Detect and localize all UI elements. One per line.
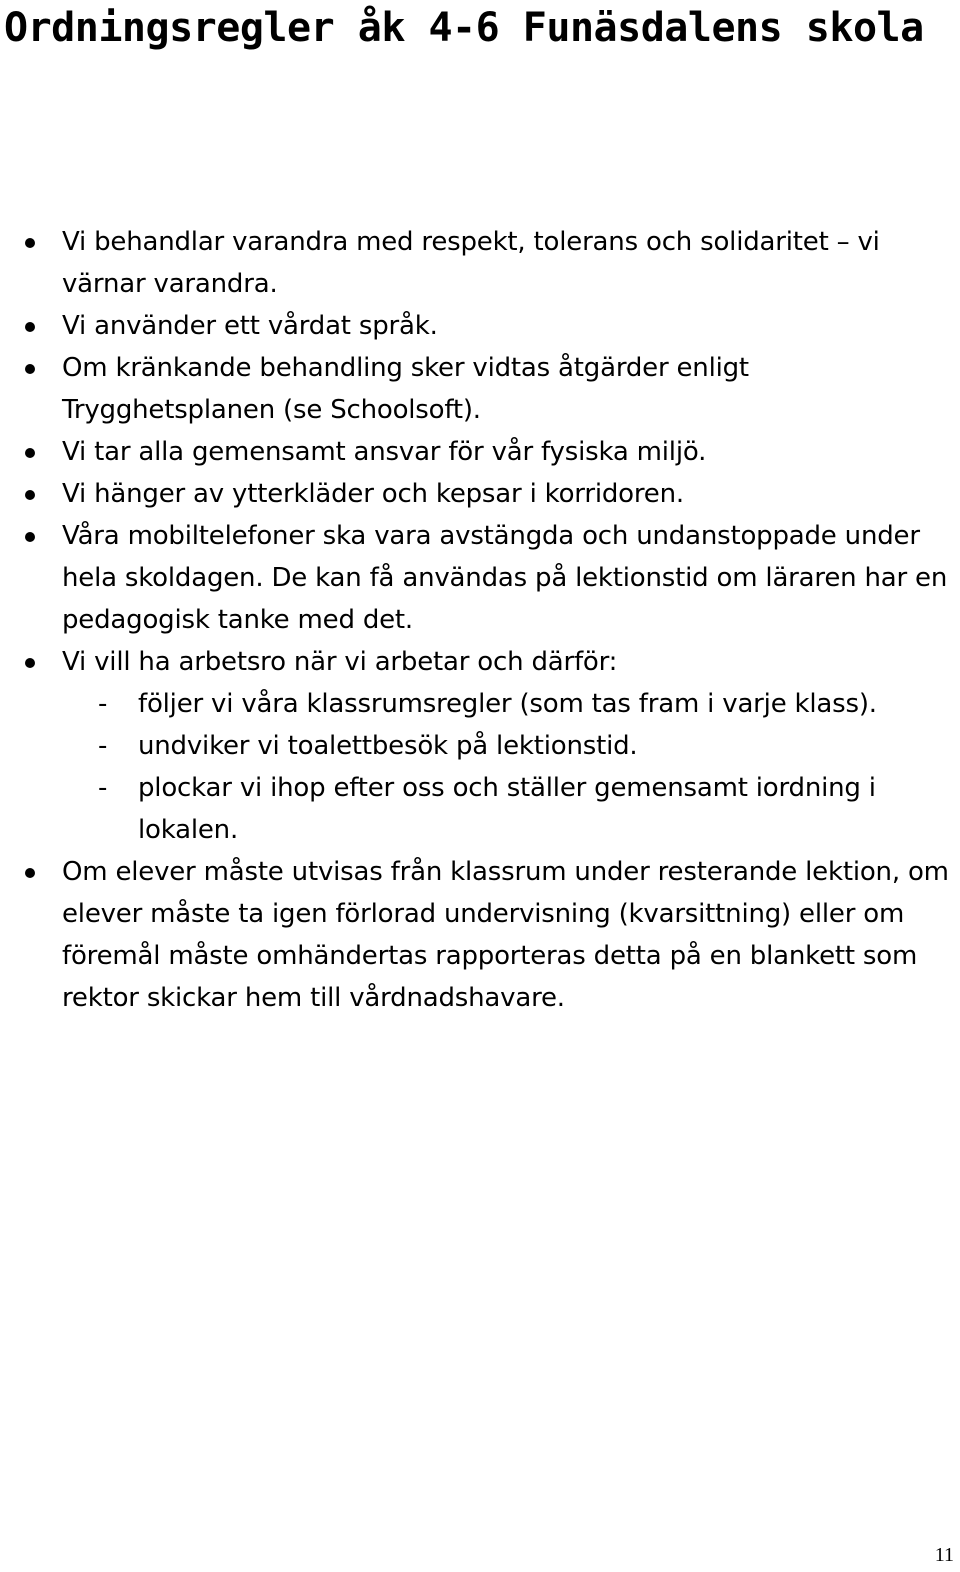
list-item [0, 851, 960, 1019]
page-number: 11 [934, 1544, 954, 1566]
rule-text: Vi använder ett vårdat språk. [62, 311, 438, 341]
page-title: Ordningsregler åk 4-6 Funäsdalens skola [4, 5, 924, 51]
sub-item-text: plockar vi ihop efter oss och ställer gemensamt iordning i lokalen. [138, 773, 876, 845]
list-item [0, 515, 960, 641]
rule-text: Vi tar alla gemensamt ansvar för vår fysiska miljö. [62, 437, 707, 467]
bullet-icon [25, 238, 35, 248]
sub-list [62, 683, 956, 851]
sub-item-text: följer vi våra klassrumsregler (som tas fram i varje klass). [138, 689, 877, 719]
bullet-icon [25, 322, 35, 332]
rule-text: Vi hänger av ytterkläder och kepsar i korridoren. [62, 479, 684, 509]
rule-text: Om elever måste utvisas från klassrum under resterande lektion, om elever måste ta igen förlorad undervisning (kvarsittning) eller om föremål måste omhändertas rapporteras detta på en blankett som rektor skickar hem till vårdnadshavare. [62, 857, 949, 1013]
sub-list-item [0, 683, 956, 725]
rule-text: Vi vill ha arbetsro när vi arbetar och därför: [62, 647, 618, 677]
bullet-icon [25, 532, 35, 542]
sub-list-item [0, 725, 956, 767]
list-item [0, 347, 960, 431]
bullet-icon [25, 490, 35, 500]
list-item [0, 221, 960, 305]
rule-text: Våra mobiltelefoner ska vara avstängda och undanstoppade under hela skoldagen. De kan få användas på lektionstid om läraren har en pedagogisk tanke med det. [62, 521, 948, 635]
bullet-icon [25, 868, 35, 878]
dash-marker: - [98, 689, 108, 719]
list-item [0, 641, 960, 851]
sub-list-item [0, 767, 956, 851]
dash-marker: - [98, 731, 108, 761]
list-item [0, 473, 960, 515]
rule-text: Vi behandlar varandra med respekt, tolerans och solidaritet – vi värnar varandra. [62, 227, 880, 299]
sub-item-text: undviker vi toalettbesök på lektionstid. [138, 731, 638, 761]
rule-text: Om kränkande behandling sker vidtas åtgärder enligt Trygghetsplanen (se Schoolsoft). [62, 353, 749, 425]
dash-marker: - [98, 773, 108, 803]
list-item [0, 305, 960, 347]
bullet-icon [25, 448, 35, 458]
rules-list [0, 221, 960, 1019]
list-item [0, 431, 960, 473]
bullet-icon [25, 364, 35, 374]
bullet-icon [25, 658, 35, 668]
